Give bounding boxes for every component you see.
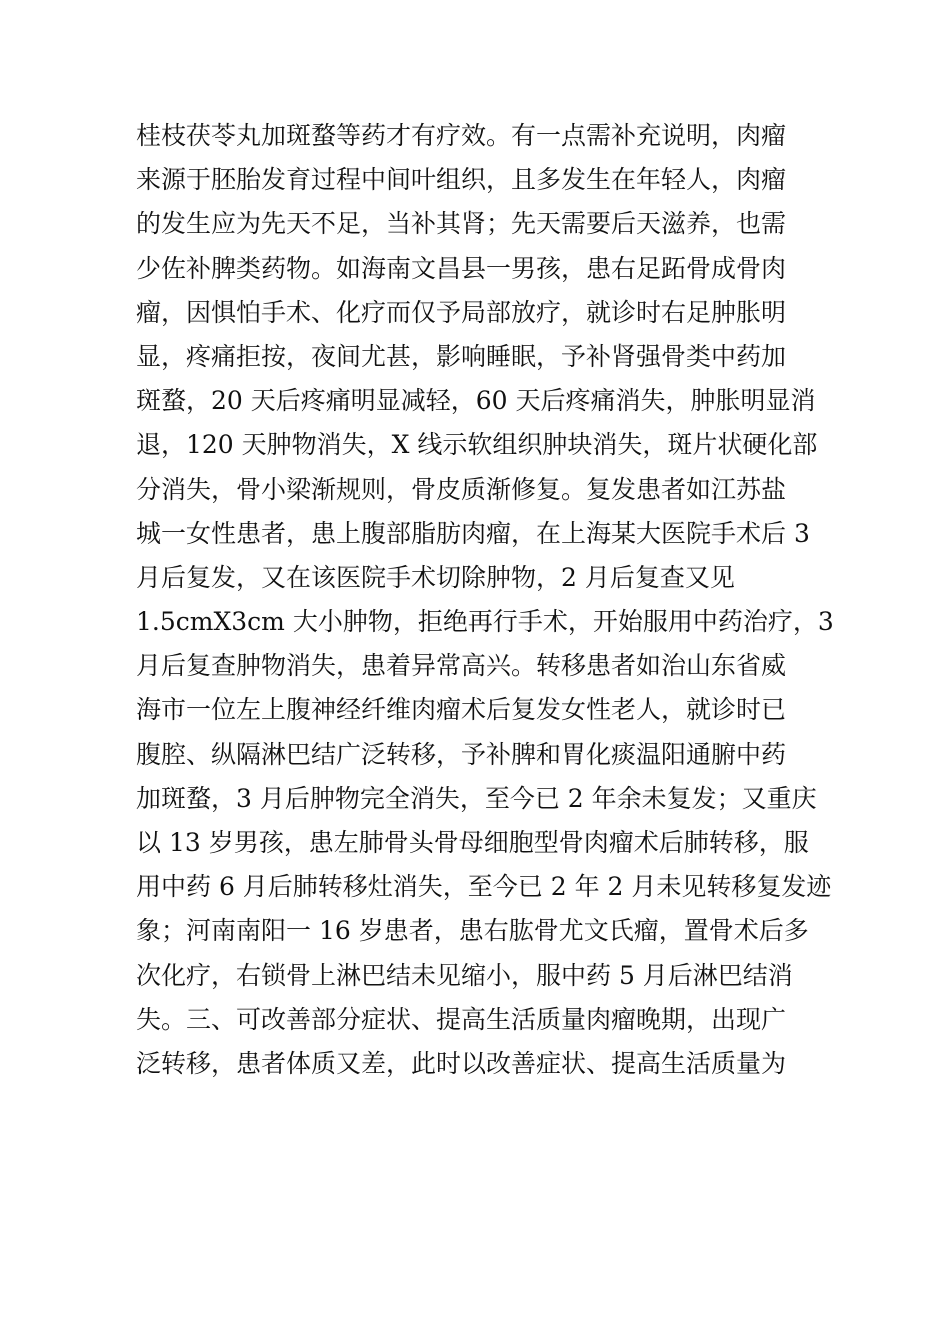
- text-line: 的发生应为先天不足，当补其肾；先天需要后天滋养，也需: [136, 209, 787, 239]
- text-line: 显，疼痛拒按，夜间尤甚，影响睡眠，予补肾强骨类中药加: [136, 341, 787, 371]
- text-line: 退，120 天肿物消失，X 线示软组织肿块消失，斑片状硬化部: [136, 430, 818, 460]
- text-line: 腹腔、纵隔淋巴结广泛转移，予补脾和胃化痰温阳通腑中药: [136, 739, 787, 769]
- text-line: 分消失，骨小梁渐规则，骨皮质渐修复。复发患者如江苏盐: [136, 474, 787, 504]
- text-line: 加斑蝥，3 月后肿物完全消失，至今已 2 年余未复发；又重庆: [136, 783, 817, 813]
- text-line: 次化疗，右锁骨上淋巴结未见缩小，服中药 5 月后淋巴结消: [136, 960, 793, 990]
- text-line: 少佐补脾类药物。如海南文昌县一男孩，患右足跖骨成骨肉: [136, 253, 787, 283]
- text-line: 月后复查肿物消失，患着异常高兴。转移患者如治山东省威: [136, 651, 787, 681]
- text-line: 用中药 6 月后肺转移灶消失，至今已 2 年 2 月未见转移复发迹: [136, 872, 832, 902]
- text-line: 桂枝茯苓丸加斑蝥等药才有疗效。有一点需补充说明，肉瘤: [136, 121, 787, 150]
- text-line: 泛转移，患者体质又差，此时以改善症状、提高生活质量为: [136, 1048, 787, 1078]
- text-line: 月后复发，又在该医院手术切除肿物，2 月后复查又见: [136, 562, 735, 592]
- text-line: 象；河南南阳一 16 岁患者，患右肱骨尤文氏瘤，置骨术后多: [136, 916, 809, 946]
- text-line: 以 13 岁男孩，患左肺骨头骨母细胞型骨肉瘤术后肺转移，服: [136, 828, 809, 857]
- body-text: [136, 114, 836, 1086]
- text-line: 瘤，因惧怕手术、化疗而仅予局部放疗，就诊时右足肿胀明: [136, 297, 787, 327]
- text-line: 1.5cmX3cm 大小肿物，拒绝再行手术，开始服用中药治疗，3: [136, 607, 834, 637]
- text-line: 城一女性患者，患上腹部脂肪肉瘤，在上海某大医院手术后 3: [136, 518, 810, 548]
- text-line: 失。三、可改善部分症状、提高生活质量肉瘤晚期，出现广: [136, 1004, 787, 1034]
- text-line: 来源于胚胎发育过程中间叶组织，且多发生在年轻人，肉瘤: [136, 165, 787, 195]
- text-line: 海市一位左上腹神经纤维肉瘤术后复发女性老人，就诊时已: [136, 695, 787, 725]
- text-line: 斑蝥，20 天后疼痛明显减轻，60 天后疼痛消失，肿胀明显消: [136, 386, 816, 416]
